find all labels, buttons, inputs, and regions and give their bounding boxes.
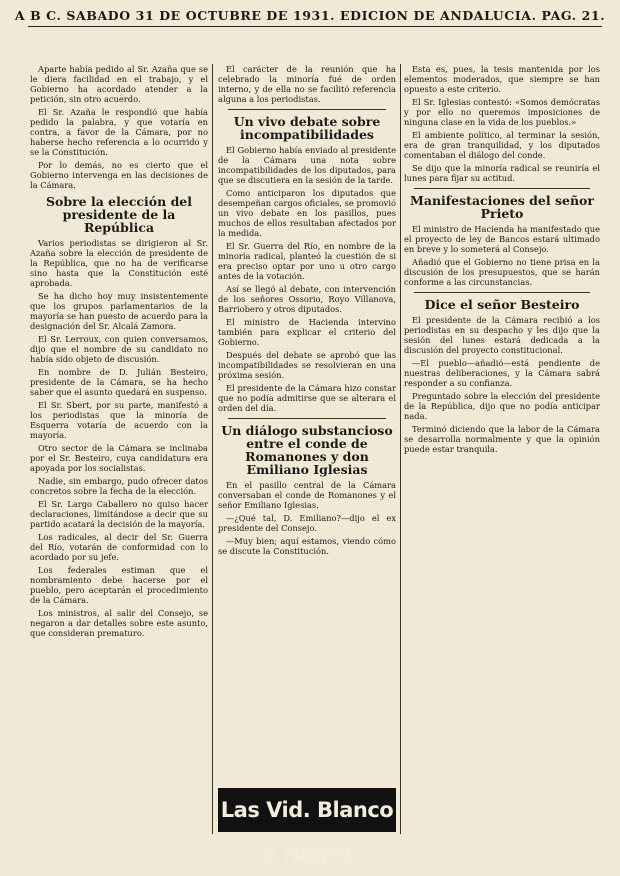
- article-separator: [228, 109, 386, 110]
- headline-manifestaciones-prieto: Manifestaciones del señor Prieto: [410, 193, 594, 221]
- article-paragraph: Nadie, sin embargo, pudo ofrecer datos concretos sobre la fecha de la elección.: [30, 476, 208, 496]
- column-divider-2: [400, 64, 401, 834]
- article-paragraph: Así se llegó al debate, con intervención de los señores Ossorio, Royo Villanova, Barriobero y otros diputados.: [218, 284, 396, 314]
- column-2: [218, 64, 396, 784]
- article-paragraph: El Sr. Sbert, por su parte, manifestó a los periodistas que la minoría de Esquerra votaría de acuerdo con la mayoría.: [30, 400, 208, 440]
- page-header: A B C. SABADO 31 DE OCTUBRE DE 1931. EDICION DE ANDALUCIA. PAG. 21.: [14, 8, 606, 23]
- headline-dialogo-romanones: Un diálogo substancioso entre el conde de Romanones y don Emiliano Iglesias: [221, 423, 393, 477]
- article-paragraph: El Sr. Guerra del Río, en nombre de la minoría radical, planteó la cuestión de si era preciso optar por uno u otro cargo antes de la votación.: [218, 241, 396, 281]
- article-paragraph: Se dijo que la minoría radical se reuniría el lunes para fijar su actitud.: [404, 163, 600, 183]
- article-separator: [414, 292, 590, 293]
- article-paragraph: Terminó diciendo que la labor de la Cámara se desarrolla normalmente y que la opinión puede estar tranquila.: [404, 424, 600, 454]
- article-paragraph: —¿Qué tal, D. Emiliano?—dijo el ex presidente del Consejo.: [218, 513, 396, 533]
- article-paragraph: —El pueblo—añadió—está pendiente de nuestras deliberaciones, y la Cámara sabrá responder a su confianza.: [404, 358, 600, 388]
- article-paragraph: El Sr. Iglesias contestó: «Somos demócratas y por ello no queremos imposiciones de ninguna clase en la vida de los pueblos.»: [404, 97, 600, 127]
- article-paragraph: El Gobierno había enviado al presidente de la Cámara una nota sobre incompatibilidades de los diputados, para que se discutiera en la sesión de la tarde.: [218, 145, 396, 185]
- article-paragraph: El Sr. Lerroux, con quien conversamos, dijo que el nombre de su candidato no había sido objeto de discusión.: [30, 334, 208, 364]
- header-rule: [28, 26, 602, 27]
- article-paragraph: El Sr. Azaña le respondió que había pedido la palabra, y que votaría en contra, a favor de la Cámara, por no haberse hecho referencia a lo ocurrido y se la Constitución.: [30, 107, 208, 157]
- article-paragraph: El ministro de Hacienda ha manifestado que el proyecto de ley de Bancos estará ultimado en breve y lo someterá al Consejo.: [404, 224, 600, 254]
- article-paragraph: Los federales estiman que el nombramiento debe hacerse por el pueblo, pero aceptarán el procedimiento de la Cámara.: [30, 565, 208, 605]
- article-paragraph: Otro sector de la Cámara se inclinaba por el Sr. Besteiro, cuya candidatura era apoyada por los socialistas.: [30, 443, 208, 473]
- article-paragraph: Preguntado sobre la elección del presidente de la República, dijo que no podía anticipar nada.: [404, 391, 600, 421]
- article-paragraph: Aparte había pedido al Sr. Azaña que se le diera facilidad en el trabajo, y el Gobierno ha acordado atender a la petición, sin otro acuerdo.: [30, 64, 208, 104]
- article-paragraph: El presidente de la Cámara recibió a los periodistas en su despacho y les dijo que la sesión del lunes estará dedicada a la discusión del proyecto constitucional.: [404, 315, 600, 355]
- column-1: [30, 64, 208, 834]
- article-paragraph: El ministro de Hacienda intervino también para explicar el criterio del Gobierno.: [218, 317, 396, 347]
- article-paragraph: Esta es, pues, la tesis mantenida por los elementos moderados, que siempre se han opuesto a este criterio.: [404, 64, 600, 94]
- article-paragraph: Se ha dicho hoy muy insistentemente que los grupos parlamentarios de la mayoría se han puesto de acuerdo para la designación del Sr. Alcalá Zamora.: [30, 291, 208, 331]
- article-paragraph: Como anticiparon los diputados que desempeñan cargos oficiales, se promovió un vivo debate en los pasillos, pues muchos de ellos resultaban afectados por la medida.: [218, 188, 396, 238]
- article-separator: [228, 418, 386, 419]
- headline-dice-besteiro: Dice el señor Besteiro: [424, 297, 580, 312]
- article-paragraph: —Muy bien; aquí estamos, viendo cómo se discute la Constitución.: [218, 536, 396, 556]
- column-divider-1: [212, 64, 213, 834]
- article-paragraph: El Sr. Largo Caballero no quiso hacer declaraciones, limitándose a decir que su partido acatará la decisión de la mayoría.: [30, 499, 208, 529]
- column-3: [404, 64, 600, 834]
- article-paragraph: En nombre de D. Julián Besteiro, presidente de la Cámara, se ha hecho saber que el asunto quedará en suspenso.: [30, 367, 208, 397]
- headline-eleccion-presidente: Sobre la elección del presidente de la República: [45, 194, 193, 235]
- headline-incompatibilidades: Un vivo debate sobre incompatibilidades: [233, 114, 381, 142]
- article-paragraph: Por lo demás, no es cierto que el Gobierno intervenga en las decisiones de la Cámara.: [30, 160, 208, 190]
- article-separator: [414, 188, 590, 189]
- article-paragraph: En el pasillo central de la Cámara conversaban el conde de Romanones y el señor Emiliano Iglesias.: [218, 480, 396, 510]
- article-paragraph: El ambiente político, al terminar la sesión, era de gran tranquilidad, y los diputados comentaban el diálogo del conde.: [404, 130, 600, 160]
- article-paragraph: Los radicales, al decir del Sr. Guerra del Río, votarán de conformidad con lo acordado por su jefe.: [30, 532, 208, 562]
- article-paragraph: Los ministros, al salir del Consejo, se negaron a dar detalles sobre este asunto, que consideran prematuro.: [30, 608, 208, 638]
- article-paragraph: Varios periodistas se dirigieron al Sr. Azaña sobre la elección de presidente de la República, que no ha de verificarse sino hasta que la Constitución esté aprobada.: [30, 238, 208, 288]
- article-paragraph: El carácter de la reunión que ha celebrado la minoría fué de orden interno, y de ella no se facilitó referencia alguna a los periodistas.: [218, 64, 396, 104]
- article-paragraph: El presidente de la Cámara hizo constar que no podía admitirse que se alterara el orden del día.: [218, 383, 396, 413]
- article-paragraph: Después del debate se aprobó que las incompatibilidades se resolvieran en una próxima sesión.: [218, 350, 396, 380]
- advertisement-blanco-y-negro: Las Vid. Blanco y Negro: [218, 788, 396, 832]
- article-paragraph: Añadió que el Gobierno no tiene prisa en la discusión de los presupuestos, que se harán conforme a las circunstancias.: [404, 257, 600, 287]
